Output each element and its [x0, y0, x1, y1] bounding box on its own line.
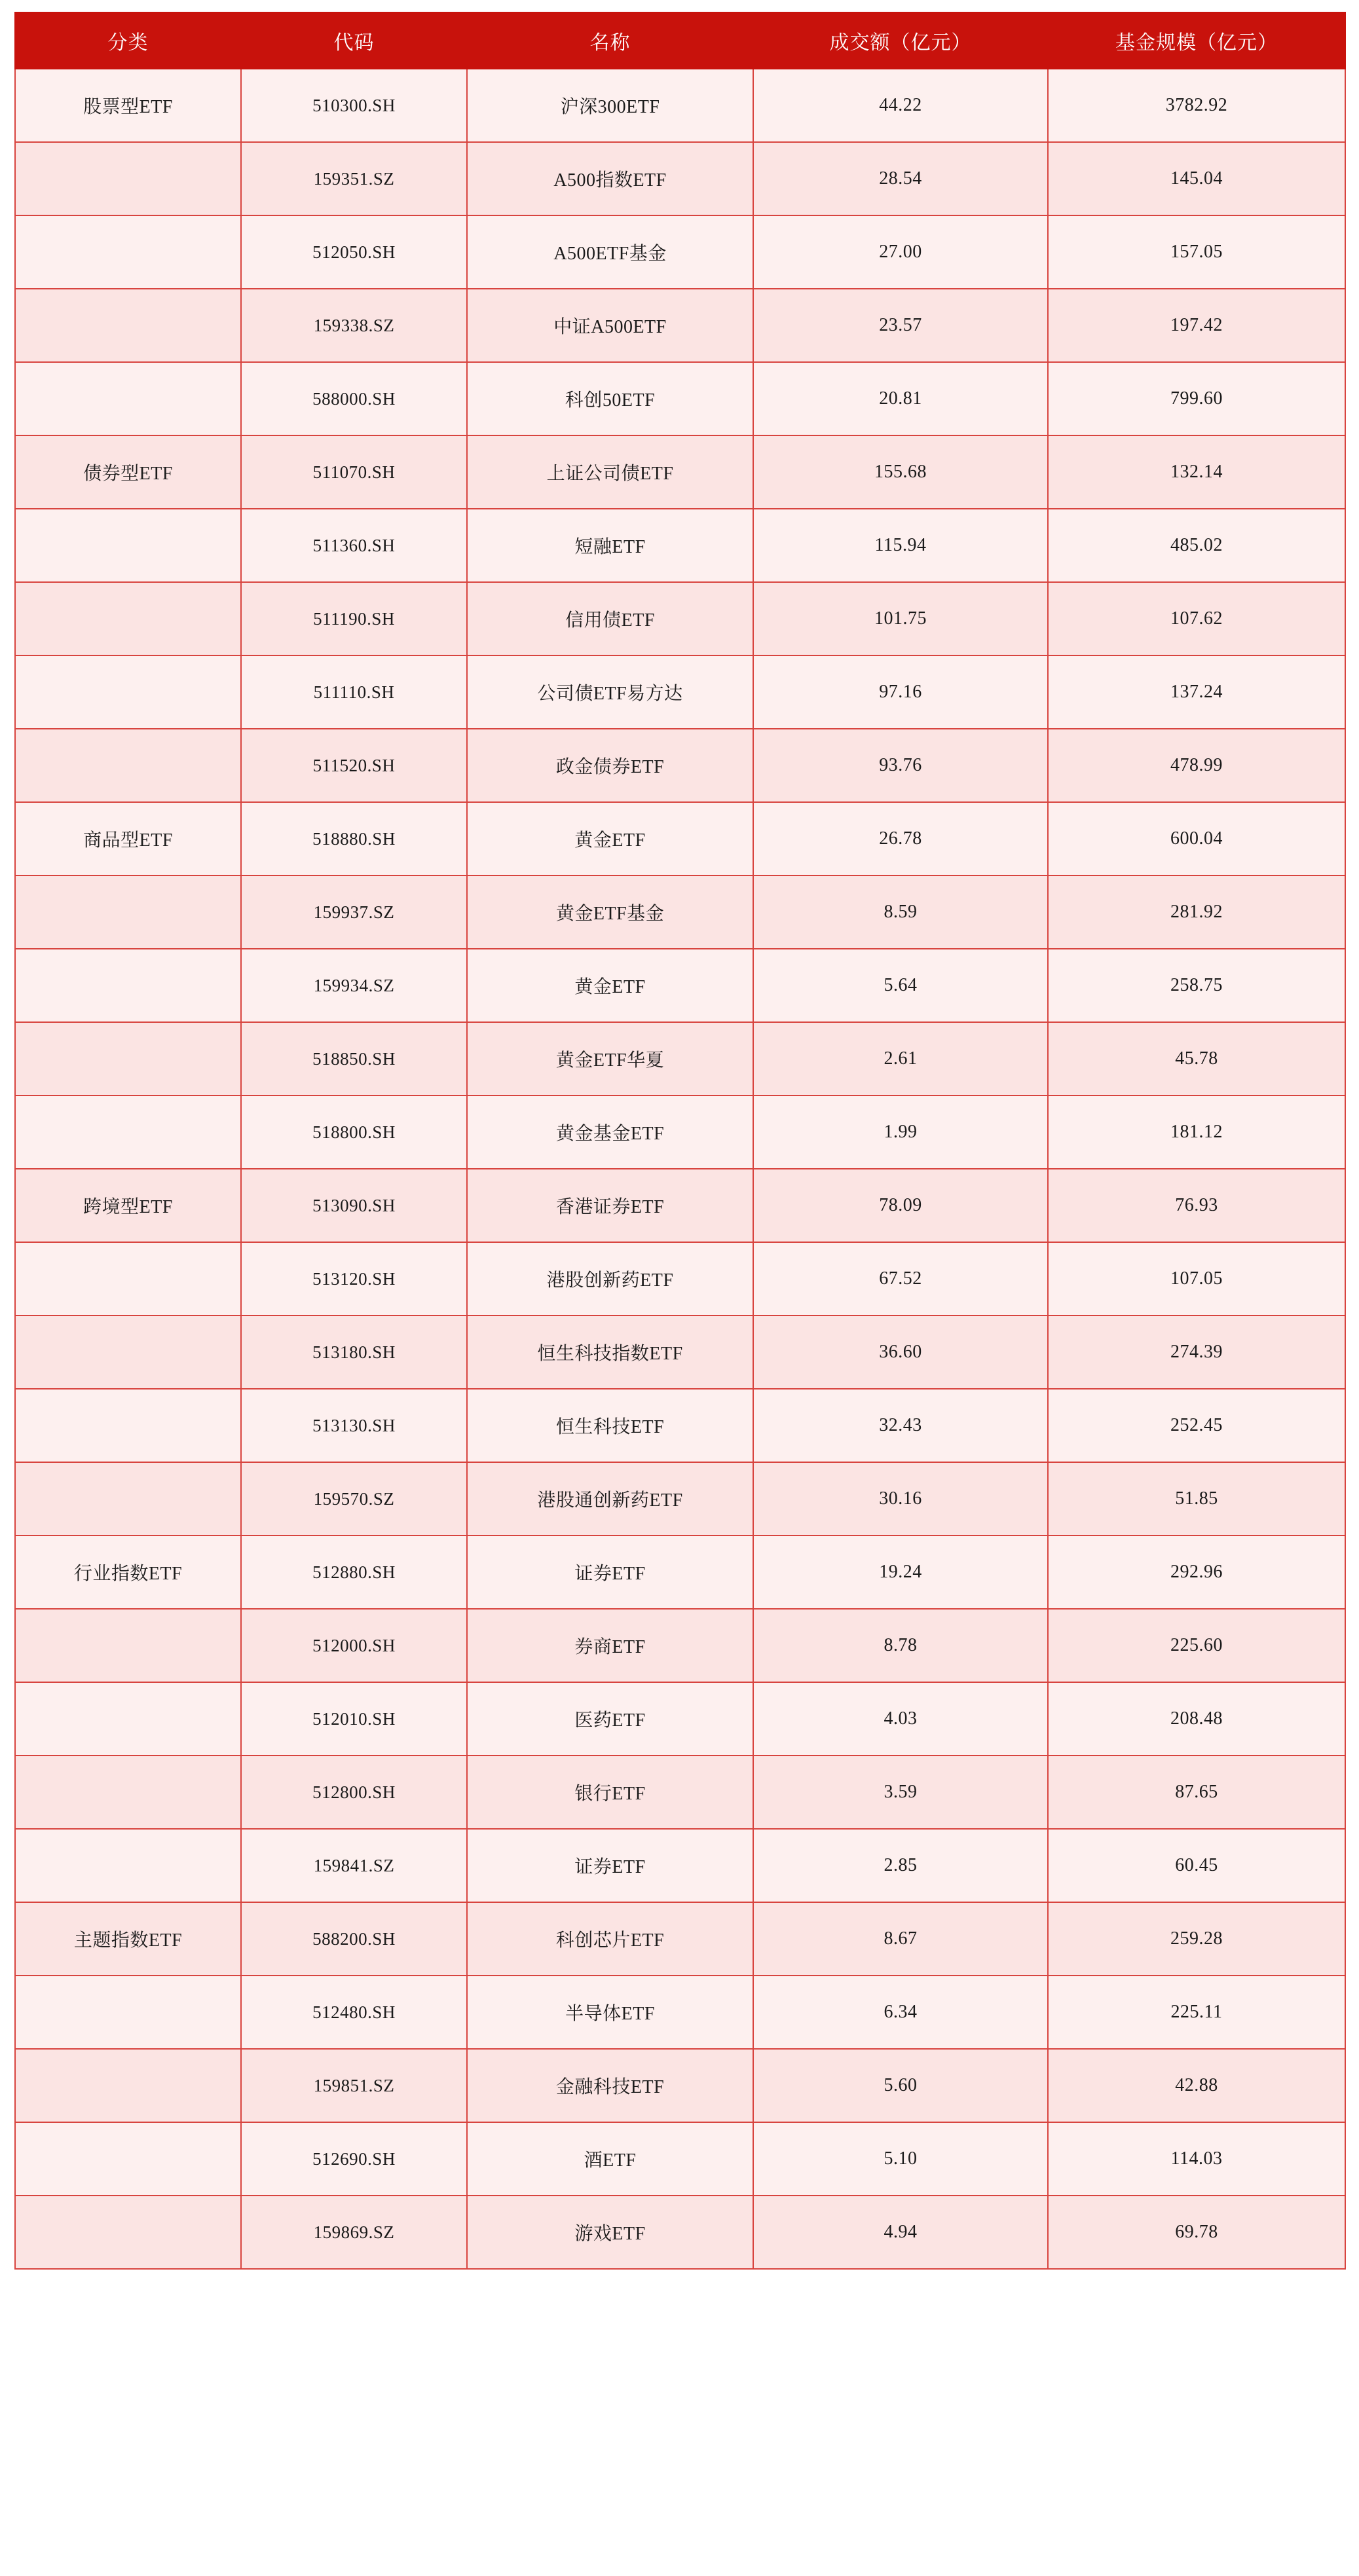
cell-category: [15, 1756, 241, 1829]
column-header-code: 代码: [241, 12, 467, 69]
cell-turnover: 4.03: [753, 1682, 1048, 1756]
cell-code: 159570.SZ: [241, 1462, 467, 1536]
cell-code: 513120.SH: [241, 1242, 467, 1316]
cell-category: [15, 655, 241, 729]
cell-code: 159934.SZ: [241, 949, 467, 1022]
cell-turnover: 44.22: [753, 69, 1048, 142]
cell-name: 上证公司债ETF: [467, 435, 753, 509]
cell-name: 金融科技ETF: [467, 2049, 753, 2122]
cell-scale: 258.75: [1048, 949, 1345, 1022]
cell-code: 511110.SH: [241, 655, 467, 729]
cell-category: [15, 949, 241, 1022]
cell-scale: 51.85: [1048, 1462, 1345, 1536]
cell-name: 中证A500ETF: [467, 289, 753, 362]
cell-category: [15, 2196, 241, 2269]
cell-code: 159351.SZ: [241, 142, 467, 215]
cell-name: 酒ETF: [467, 2122, 753, 2196]
table-row: [15, 1536, 1345, 1609]
cell-code: 159338.SZ: [241, 289, 467, 362]
table-row: [15, 1316, 1345, 1389]
cell-name: 黄金ETF: [467, 802, 753, 875]
cell-turnover: 93.76: [753, 729, 1048, 802]
table-header: [15, 12, 1345, 69]
cell-scale: 225.60: [1048, 1609, 1345, 1682]
table-body: [15, 69, 1345, 2269]
table-row: [15, 802, 1345, 875]
cell-scale: 76.93: [1048, 1169, 1345, 1242]
cell-name: 券商ETF: [467, 1609, 753, 1682]
cell-turnover: 6.34: [753, 1976, 1048, 2049]
cell-turnover: 97.16: [753, 655, 1048, 729]
cell-name: 信用债ETF: [467, 582, 753, 655]
cell-code: 512000.SH: [241, 1609, 467, 1682]
cell-scale: 208.48: [1048, 1682, 1345, 1756]
cell-category: 商品型ETF: [15, 802, 241, 875]
cell-turnover: 8.67: [753, 1902, 1048, 1976]
cell-code: 512800.SH: [241, 1756, 467, 1829]
cell-name: 黄金ETF: [467, 949, 753, 1022]
cell-name: 医药ETF: [467, 1682, 753, 1756]
table-row: [15, 1682, 1345, 1756]
cell-name: 证券ETF: [467, 1536, 753, 1609]
cell-scale: 145.04: [1048, 142, 1345, 215]
cell-name: 游戏ETF: [467, 2196, 753, 2269]
cell-name: 黄金ETF基金: [467, 875, 753, 949]
column-header-name: 名称: [467, 12, 753, 69]
table-row: [15, 1022, 1345, 1095]
cell-category: 跨境型ETF: [15, 1169, 241, 1242]
cell-name: 科创芯片ETF: [467, 1902, 753, 1976]
cell-turnover: 26.78: [753, 802, 1048, 875]
cell-scale: 60.45: [1048, 1829, 1345, 1902]
cell-code: 588000.SH: [241, 362, 467, 435]
cell-code: 159851.SZ: [241, 2049, 467, 2122]
cell-scale: 69.78: [1048, 2196, 1345, 2269]
cell-turnover: 2.61: [753, 1022, 1048, 1095]
cell-turnover: 27.00: [753, 215, 1048, 289]
cell-code: 159869.SZ: [241, 2196, 467, 2269]
cell-name: 科创50ETF: [467, 362, 753, 435]
cell-code: 511520.SH: [241, 729, 467, 802]
table-row: [15, 1462, 1345, 1536]
cell-scale: 225.11: [1048, 1976, 1345, 2049]
table-row: [15, 1976, 1345, 2049]
cell-name: 银行ETF: [467, 1756, 753, 1829]
cell-name: 短融ETF: [467, 509, 753, 582]
cell-category: [15, 1022, 241, 1095]
cell-category: [15, 582, 241, 655]
cell-category: 债券型ETF: [15, 435, 241, 509]
etf-ranking-table: [14, 12, 1346, 2270]
cell-category: 股票型ETF: [15, 69, 241, 142]
cell-category: [15, 2122, 241, 2196]
cell-code: 512050.SH: [241, 215, 467, 289]
table-row: [15, 289, 1345, 362]
cell-name: 公司债ETF易方达: [467, 655, 753, 729]
cell-name: 恒生科技指数ETF: [467, 1316, 753, 1389]
table-row: [15, 655, 1345, 729]
cell-category: [15, 1609, 241, 1682]
cell-category: [15, 142, 241, 215]
cell-scale: 485.02: [1048, 509, 1345, 582]
table-row: [15, 509, 1345, 582]
cell-category: [15, 509, 241, 582]
cell-code: 159841.SZ: [241, 1829, 467, 1902]
cell-category: [15, 2049, 241, 2122]
cell-code: 512480.SH: [241, 1976, 467, 2049]
cell-scale: 3782.92: [1048, 69, 1345, 142]
cell-scale: 478.99: [1048, 729, 1345, 802]
cell-category: [15, 1316, 241, 1389]
table-row: [15, 69, 1345, 142]
cell-turnover: 115.94: [753, 509, 1048, 582]
column-header-turnover: 成交额（亿元）: [753, 12, 1048, 69]
cell-turnover: 5.60: [753, 2049, 1048, 2122]
cell-code: 510300.SH: [241, 69, 467, 142]
cell-name: 政金债券ETF: [467, 729, 753, 802]
cell-category: 行业指数ETF: [15, 1536, 241, 1609]
cell-code: 159937.SZ: [241, 875, 467, 949]
cell-code: 518880.SH: [241, 802, 467, 875]
cell-code: 513180.SH: [241, 1316, 467, 1389]
cell-turnover: 20.81: [753, 362, 1048, 435]
cell-turnover: 67.52: [753, 1242, 1048, 1316]
cell-scale: 157.05: [1048, 215, 1345, 289]
table-row: [15, 1756, 1345, 1829]
cell-scale: 87.65: [1048, 1756, 1345, 1829]
cell-category: [15, 729, 241, 802]
table-row: [15, 1389, 1345, 1462]
table-row: [15, 2196, 1345, 2269]
cell-scale: 197.42: [1048, 289, 1345, 362]
table-row: [15, 582, 1345, 655]
cell-turnover: 101.75: [753, 582, 1048, 655]
cell-name: 香港证券ETF: [467, 1169, 753, 1242]
cell-code: 511070.SH: [241, 435, 467, 509]
cell-turnover: 8.78: [753, 1609, 1048, 1682]
cell-turnover: 1.99: [753, 1095, 1048, 1169]
cell-name: 恒生科技ETF: [467, 1389, 753, 1462]
table-row: [15, 362, 1345, 435]
cell-scale: 42.88: [1048, 2049, 1345, 2122]
cell-scale: 259.28: [1048, 1902, 1345, 1976]
cell-turnover: 28.54: [753, 142, 1048, 215]
table-row: [15, 435, 1345, 509]
cell-turnover: 2.85: [753, 1829, 1048, 1902]
cell-category: [15, 1095, 241, 1169]
table-row: [15, 1829, 1345, 1902]
table-row: [15, 1169, 1345, 1242]
cell-turnover: 32.43: [753, 1389, 1048, 1462]
cell-code: 518850.SH: [241, 1022, 467, 1095]
table-row: [15, 215, 1345, 289]
cell-turnover: 78.09: [753, 1169, 1048, 1242]
cell-turnover: 19.24: [753, 1536, 1048, 1609]
cell-name: 港股创新药ETF: [467, 1242, 753, 1316]
cell-scale: 137.24: [1048, 655, 1345, 729]
cell-turnover: 8.59: [753, 875, 1048, 949]
table-row: [15, 875, 1345, 949]
table-row: [15, 729, 1345, 802]
cell-category: [15, 1829, 241, 1902]
cell-code: 513090.SH: [241, 1169, 467, 1242]
cell-category: [15, 1242, 241, 1316]
cell-category: [15, 1682, 241, 1756]
cell-scale: 799.60: [1048, 362, 1345, 435]
cell-name: A500ETF基金: [467, 215, 753, 289]
table-header-row: [15, 12, 1345, 69]
cell-turnover: 23.57: [753, 289, 1048, 362]
cell-scale: 252.45: [1048, 1389, 1345, 1462]
cell-code: 588200.SH: [241, 1902, 467, 1976]
cell-scale: 274.39: [1048, 1316, 1345, 1389]
cell-name: 黄金基金ETF: [467, 1095, 753, 1169]
table-row: [15, 1242, 1345, 1316]
table-row: [15, 949, 1345, 1022]
cell-turnover: 5.64: [753, 949, 1048, 1022]
table-row: [15, 142, 1345, 215]
table-row: [15, 2049, 1345, 2122]
table-row: [15, 1902, 1345, 1976]
column-header-category: 分类: [15, 12, 241, 69]
cell-category: [15, 289, 241, 362]
cell-code: 512880.SH: [241, 1536, 467, 1609]
cell-category: [15, 215, 241, 289]
cell-code: 511190.SH: [241, 582, 467, 655]
table-row: [15, 1609, 1345, 1682]
cell-scale: 114.03: [1048, 2122, 1345, 2196]
table-row: [15, 2122, 1345, 2196]
cell-scale: 281.92: [1048, 875, 1345, 949]
cell-scale: 292.96: [1048, 1536, 1345, 1609]
cell-name: 港股通创新药ETF: [467, 1462, 753, 1536]
table-row: [15, 1095, 1345, 1169]
cell-scale: 181.12: [1048, 1095, 1345, 1169]
cell-category: [15, 875, 241, 949]
cell-category: [15, 1389, 241, 1462]
cell-category: [15, 1976, 241, 2049]
cell-name: 沪深300ETF: [467, 69, 753, 142]
cell-turnover: 5.10: [753, 2122, 1048, 2196]
cell-category: [15, 362, 241, 435]
cell-turnover: 4.94: [753, 2196, 1048, 2269]
cell-category: [15, 1462, 241, 1536]
cell-scale: 45.78: [1048, 1022, 1345, 1095]
cell-turnover: 3.59: [753, 1756, 1048, 1829]
cell-turnover: 36.60: [753, 1316, 1048, 1389]
cell-name: 半导体ETF: [467, 1976, 753, 2049]
cell-code: 518800.SH: [241, 1095, 467, 1169]
cell-turnover: 155.68: [753, 435, 1048, 509]
cell-code: 513130.SH: [241, 1389, 467, 1462]
cell-code: 512690.SH: [241, 2122, 467, 2196]
column-header-scale: 基金规模（亿元）: [1048, 12, 1345, 69]
cell-scale: 600.04: [1048, 802, 1345, 875]
cell-code: 511360.SH: [241, 509, 467, 582]
cell-scale: 107.62: [1048, 582, 1345, 655]
cell-name: 证券ETF: [467, 1829, 753, 1902]
cell-code: 512010.SH: [241, 1682, 467, 1756]
cell-name: A500指数ETF: [467, 142, 753, 215]
cell-turnover: 30.16: [753, 1462, 1048, 1536]
cell-scale: 107.05: [1048, 1242, 1345, 1316]
cell-name: 黄金ETF华夏: [467, 1022, 753, 1095]
cell-scale: 132.14: [1048, 435, 1345, 509]
cell-category: 主题指数ETF: [15, 1902, 241, 1976]
